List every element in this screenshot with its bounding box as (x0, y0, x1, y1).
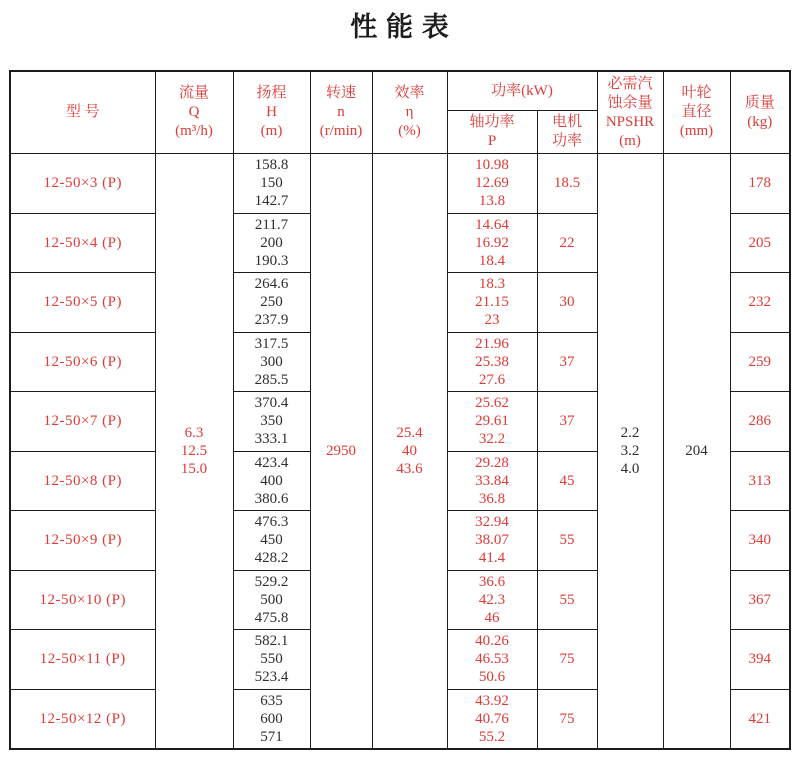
head-cell (233, 332, 310, 392)
value-line: 150 (260, 175, 283, 192)
value-line: 476.3 (254, 514, 289, 531)
model-cell: 12-50×5 (P) (10, 273, 155, 333)
value-line: 285.5 (254, 371, 289, 388)
value-line: 582.1 (254, 633, 289, 650)
impeller-cell: 204 (663, 154, 730, 749)
col-header-flow (155, 71, 233, 154)
speed-cell: 2950 (310, 154, 372, 749)
efficiency-cell (372, 154, 447, 749)
col-header-mass (730, 71, 790, 154)
value-line: 450 (260, 532, 283, 549)
shaft-power-cell (447, 570, 537, 630)
mass-cell: 178 (730, 154, 790, 214)
shaft-power-cell (447, 273, 537, 333)
value-line: 25.62 (475, 395, 509, 412)
shaft-power-cell (447, 332, 537, 392)
col-header-efficiency (372, 71, 447, 154)
value-line: 12.5 (180, 442, 208, 459)
mass-cell: 421 (730, 689, 790, 749)
value-line: 4.0 (620, 460, 640, 477)
value-line: 43.92 (475, 692, 509, 709)
header-line: Q (188, 104, 200, 120)
col-header-speed (310, 71, 372, 154)
value-line: 15.0 (180, 460, 208, 477)
model-cell: 12-50×12 (P) (10, 689, 155, 749)
value-line: 38.07 (475, 532, 509, 549)
col-header-power-group: 功率(kW) (447, 71, 597, 111)
value-line: 42.3 (478, 591, 506, 608)
value-line: 370.4 (254, 395, 289, 412)
shaft-power-cell (447, 392, 537, 452)
head-cell (233, 273, 310, 333)
mass-cell: 205 (730, 213, 790, 273)
npshr-cell (597, 154, 663, 749)
header-line: 叶轮 (681, 85, 712, 101)
header-line: 蚀余量 (607, 94, 653, 111)
value-line: 23 (484, 312, 500, 329)
header-line: 扬程 (256, 85, 287, 101)
model-cell: 12-50×4 (P) (10, 213, 155, 273)
value-line: 571 (260, 728, 283, 745)
shaft-power-cell (447, 511, 537, 571)
value-line: 211.7 (254, 216, 289, 233)
value-line: 55.2 (478, 728, 506, 745)
value-line: 36.6 (478, 573, 506, 590)
header-line: 电机 (551, 114, 582, 130)
value-line: 190.3 (254, 252, 289, 269)
model-cell: 12-50×8 (P) (10, 451, 155, 511)
header-line: 必需汽 (607, 75, 653, 92)
model-cell: 12-50×6 (P) (10, 332, 155, 392)
shaft-power-cell (447, 213, 537, 273)
header-line: (%) (398, 123, 421, 139)
value-line: 142.7 (254, 193, 289, 210)
value-line: 18.4 (478, 252, 506, 269)
model-cell: 12-50×9 (P) (10, 511, 155, 571)
model-cell: 12-50×10 (P) (10, 570, 155, 630)
value-line: 475.8 (254, 609, 289, 626)
performance-table (9, 70, 791, 750)
header-line: η (405, 104, 414, 120)
value-line: 380.6 (254, 490, 289, 507)
motor-power-cell: 22 (537, 213, 597, 273)
value-line: 29.61 (475, 413, 509, 430)
value-line: 29.28 (475, 454, 509, 471)
value-line: 41.4 (478, 550, 506, 567)
col-header-npshr (597, 71, 663, 154)
header-row-1 (10, 71, 790, 111)
value-line: 6.3 (184, 424, 204, 441)
header-line: (kg) (747, 113, 773, 130)
col-header-shaft-power (447, 111, 537, 154)
value-line: 21.15 (475, 294, 509, 311)
value-line: 32.2 (478, 431, 506, 448)
value-line: 16.92 (475, 234, 509, 251)
value-line: 36.8 (478, 490, 506, 507)
header-line: 轴功率 (469, 114, 515, 130)
value-line: 200 (260, 234, 283, 251)
model-cell: 12-50×11 (P) (10, 630, 155, 690)
header-line: (m³/h) (175, 123, 213, 139)
value-line: 523.4 (254, 669, 289, 686)
head-cell (233, 213, 310, 273)
header-line: 质量 (744, 94, 775, 111)
value-line: 237.9 (254, 312, 289, 329)
mass-cell: 313 (730, 451, 790, 511)
value-line: 400 (260, 472, 283, 489)
header-line: NPSHR (605, 113, 655, 130)
motor-power-cell: 30 (537, 273, 597, 333)
header-line: 直径 (681, 104, 712, 120)
value-line: 529.2 (254, 573, 289, 590)
shaft-power-cell (447, 154, 537, 214)
motor-power-cell: 37 (537, 392, 597, 452)
value-line: 2.2 (620, 424, 640, 441)
shaft-power-cell (447, 451, 537, 511)
value-line: 635 (260, 692, 283, 709)
table-header (10, 71, 790, 154)
motor-power-cell: 75 (537, 630, 597, 690)
value-line: 317.5 (254, 335, 289, 352)
header-line: (m) (619, 132, 641, 149)
value-line: 33.84 (475, 472, 509, 489)
value-line: 21.96 (475, 335, 509, 352)
header-line: (m) (260, 123, 283, 139)
model-cell: 12-50×7 (P) (10, 392, 155, 452)
value-line: 10.98 (475, 157, 509, 174)
value-line: 32.94 (475, 514, 509, 531)
header-line: n (337, 104, 345, 120)
head-cell (233, 630, 310, 690)
value-line: 333.1 (254, 431, 289, 448)
value-line: 250 (260, 294, 283, 311)
value-line: 40.26 (475, 633, 509, 650)
motor-power-cell: 18.5 (537, 154, 597, 214)
value-line: 50.6 (478, 669, 506, 686)
table-body (10, 154, 790, 749)
value-line: 350 (260, 413, 283, 430)
head-cell (233, 511, 310, 571)
motor-power-cell: 55 (537, 511, 597, 571)
value-line: 423.4 (254, 454, 289, 471)
header-line: 功率 (551, 133, 582, 149)
col-header-head (233, 71, 310, 154)
header-line: P (487, 133, 497, 149)
value-line: 12.69 (475, 175, 509, 192)
value-line: 600 (260, 710, 283, 727)
value-line: 3.2 (620, 442, 640, 459)
value-line: 264.6 (254, 276, 289, 293)
head-cell (233, 689, 310, 749)
motor-power-cell: 37 (537, 332, 597, 392)
motor-power-cell: 45 (537, 451, 597, 511)
header-line: (r/min) (319, 123, 363, 139)
mass-cell: 367 (730, 570, 790, 630)
header-line: H (266, 104, 277, 120)
value-line: 25.4 (396, 424, 423, 441)
value-line: 18.3 (478, 276, 506, 293)
value-line: 300 (260, 353, 283, 370)
mass-cell: 340 (730, 511, 790, 571)
value-line: 40.76 (475, 710, 509, 727)
value-line: 46.53 (475, 651, 509, 668)
col-header-impeller (663, 71, 730, 154)
model-cell: 12-50×3 (P) (10, 154, 155, 214)
value-line: 46 (484, 609, 500, 626)
value-line: 43.6 (396, 460, 423, 477)
header-line: 转速 (325, 85, 356, 101)
value-line: 500 (260, 591, 283, 608)
mass-cell: 394 (730, 630, 790, 690)
head-cell (233, 570, 310, 630)
shaft-power-cell (447, 630, 537, 690)
head-cell (233, 154, 310, 214)
mass-cell: 232 (730, 273, 790, 333)
value-line: 14.64 (475, 216, 509, 233)
value-line: 40 (402, 442, 417, 459)
header-line: 流量 (178, 85, 209, 101)
col-header-motor-power (537, 111, 597, 154)
value-line: 13.8 (478, 193, 506, 210)
col-header-model: 型 号 (10, 71, 155, 154)
header-line: (mm) (679, 123, 714, 139)
value-line: 158.8 (254, 157, 289, 174)
table-row (10, 154, 790, 214)
value-line: 25.38 (475, 353, 509, 370)
value-line: 27.6 (478, 371, 506, 388)
page-title: 性 能 表 (350, 12, 450, 42)
flow-cell (155, 154, 233, 749)
shaft-power-cell (447, 689, 537, 749)
mass-cell: 286 (730, 392, 790, 452)
value-line: 550 (260, 651, 283, 668)
motor-power-cell: 55 (537, 570, 597, 630)
header-line: 效率 (394, 85, 425, 101)
value-line: 428.2 (254, 550, 289, 567)
motor-power-cell: 75 (537, 689, 597, 749)
head-cell (233, 451, 310, 511)
head-cell (233, 392, 310, 452)
mass-cell: 259 (730, 332, 790, 392)
